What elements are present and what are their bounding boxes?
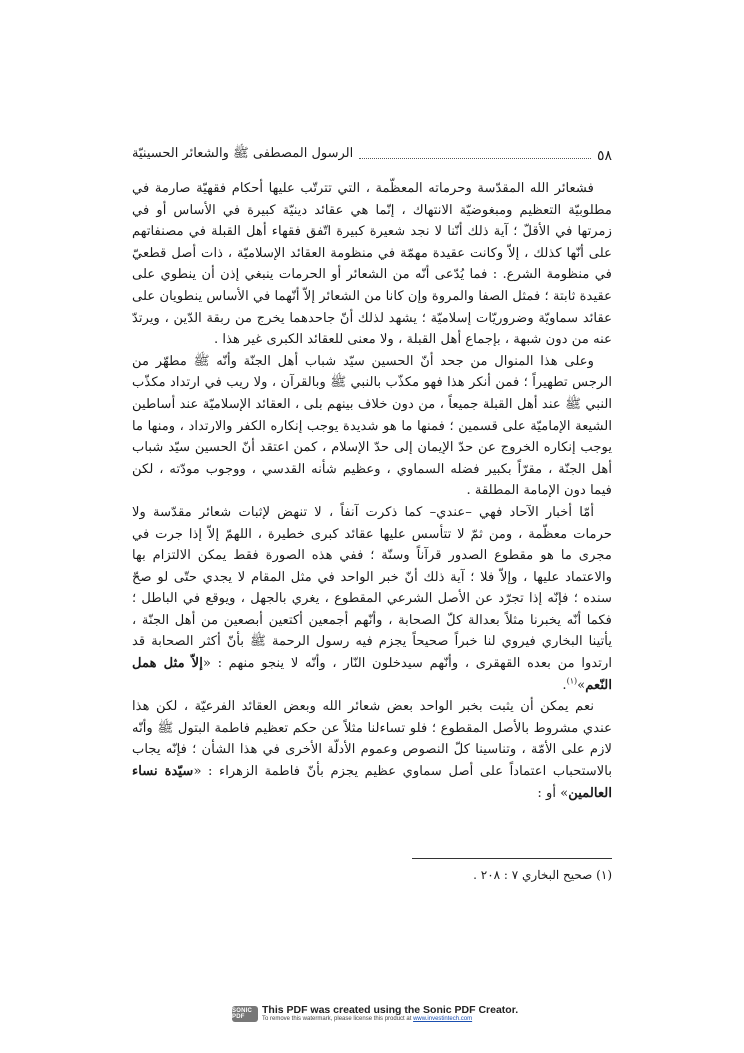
footnote: (١) صحيح البخاري ٧ : ٢٠٨ . — [473, 868, 612, 882]
paragraph-3-end: . — [562, 677, 567, 693]
header-dot-leader — [359, 158, 591, 159]
footnote-divider — [412, 858, 612, 859]
watermark-link[interactable]: www.investintech.com — [413, 1016, 473, 1022]
paragraph-1: فشعائر الله المقدّسة وحرماته المعظّمة ، التي تترتّب عليها أحكام فقهيّة صارمة في مطلوبيّة التعظيم ومبغوضيّة الانتهاك ، إنّما هي عقائد دينيّة كبيرة في الأساس أو في زمرتها في الأقلّ ؛ آية ذلك أنّنا لا نجد شعيرة كبيرة اتّفق فقهاء أهل القبلة في مصنفاتهم على أنّها كذلك ، إلاّ وكانت عقيدة مهمّة في منظومة العقائد الإسلاميّة ، ذات أصل قطعيّ في منظومة الشرع. : فما يُدّعى أنّه من الشعائر أو الحرمات ينبغي إذن أن ينطوي على عقيدة ثابتة ؛ فمثل الصفا والمروة وإن كانا من الشعائر إلاّ أنّهما في الأساس ينطويان على عقائد سماويّة وضروريّات إسلاميّة ؛ يشهد لذلك أنّ جاحدهما يخرج من ربقة الدّين ، ويرتدّ عنه من دون شبهة ، بإجماع أهل القبلة ، ولا معنى للعقائد الكبرى غير هذا . — [132, 181, 612, 348]
watermark-line-2 — [262, 1016, 518, 1023]
paragraph-4-end: » أو : — [537, 785, 569, 801]
paragraph-4-text: نعم يمكن أن يثبت بخبر الواحد بعض شعائر الله وبعض العقائد الفرعيّة ، لكن هذا عندي مشروط بالأصل المقطوع ؛ فلو تساءلنا مثلاً عن حكم تعظيم فاطمة البتول ﷺ وأنّه لازم على الأمّة ، وتناسينا كلّ النصوص وعموم الأدلّة الأخرى في هذا الشأن ؛ فإنّه يجاب بالاستحباب اعتماداً على أصل سماوي عظيم يجزم بأنّ فاطمة الزهراء : « — [132, 699, 612, 780]
paragraph-2: وعلى هذا المنوال من جحد أنّ الحسين سيّد شباب أهل الجنّة وأنّه ﷺ مطهّر من الرجس تطهيراً ؛ فمن أنكر هذا فهو مكذّب بالنبي ﷺ وبالقرآن ، ولا ريب في ارتداد مكذّب النبي ﷺ عند أهل القبلة جميعاً ، من دون خلاف بينهم بلى ، العقائد الإسلاميّة عند أساطين الشيعة الإماميّة على قسمين ؛ فمنها ما هو شديدة يوجب إنكاره الكفر والارتداد ، ومنها ما يوجب إنكاره الخروج عن حدّ الإيمان إلى حدّ الإسلام ، كمن اعتقد أنّ الحسين سيّد شباب أهل الجنّة ، مقرّاً بكبير فضله السماوي ، وعظيم شأنه القدسي ، ووجوب مودّته ، لكن فيما دون الإمامة المطلقة . — [132, 353, 612, 499]
page-number: ٥٨ — [596, 148, 612, 164]
watermark-text — [262, 1005, 518, 1023]
watermark-line-2-prefix: To remove this watermark, please license this product at — [262, 1016, 414, 1022]
quote-close: » — [577, 677, 586, 693]
watermark-line-1: This PDF was created using the Sonic PDF Creator. — [262, 1004, 519, 1016]
paragraph-3-text: أمّا أخبار الآحاد فهي –عندي– كما ذكرت آنفاً ، لا تنهض لإثبات شعائر مقدّسة ولا حرمات معظّمة ، ومن ثمّ لا تتأسس عليها عقائد كبرى خطيرة ، اللهمّ إلاّ إذا جرت في مجرى ما هو مقطوع الصدور قرآناً وسنّة ؛ ففي هذه الصورة فقط يمكن الالتزام بها والاعتماد عليها ، وإلاّ فلا ؛ آية ذلك أنّ خبر الواحد في مثل المقام لا يجدي حتّى لو صحّ سنده ؛ فإنّه إذا تجرّد عن الأصل الشرعي المقطوع ، يغري بالجهل ، ويوقع في الباطل ؛ فكما أنّه يخبرنا مثلاً بعدالة كلّ الصحابة ، وأنّهم أجمعين أكتعين أبصعين من أهل الجنّة ، يأتينا البخاري فيروي لنا خبراً صحيحاً يجزم فيه رسول الرحمة ﷺ بأنّ أكثر الصحابة قد ارتدوا من بعده القهقرى ، وأنّهم سيدخلون النّار ، وأنّه لا ينجو منهم : « — [132, 504, 612, 672]
sonic-pdf-logo-icon: SONIC PDF — [232, 1006, 258, 1022]
hadith-quote-2: سيّدة نساء العالمين — [132, 764, 612, 801]
pdf-watermark — [232, 1003, 532, 1025]
running-header — [132, 142, 612, 164]
paragraph-4 — [132, 696, 612, 804]
main-text — [132, 178, 612, 804]
running-title: الرسول المصطفى ﷺ والشعائر الحسينيّة — [132, 146, 354, 161]
footnote-marker[interactable]: (١) — [566, 676, 578, 686]
paragraph-3 — [132, 502, 612, 696]
hadith-quote: إلاّ مثل همل النّعم — [132, 656, 612, 693]
